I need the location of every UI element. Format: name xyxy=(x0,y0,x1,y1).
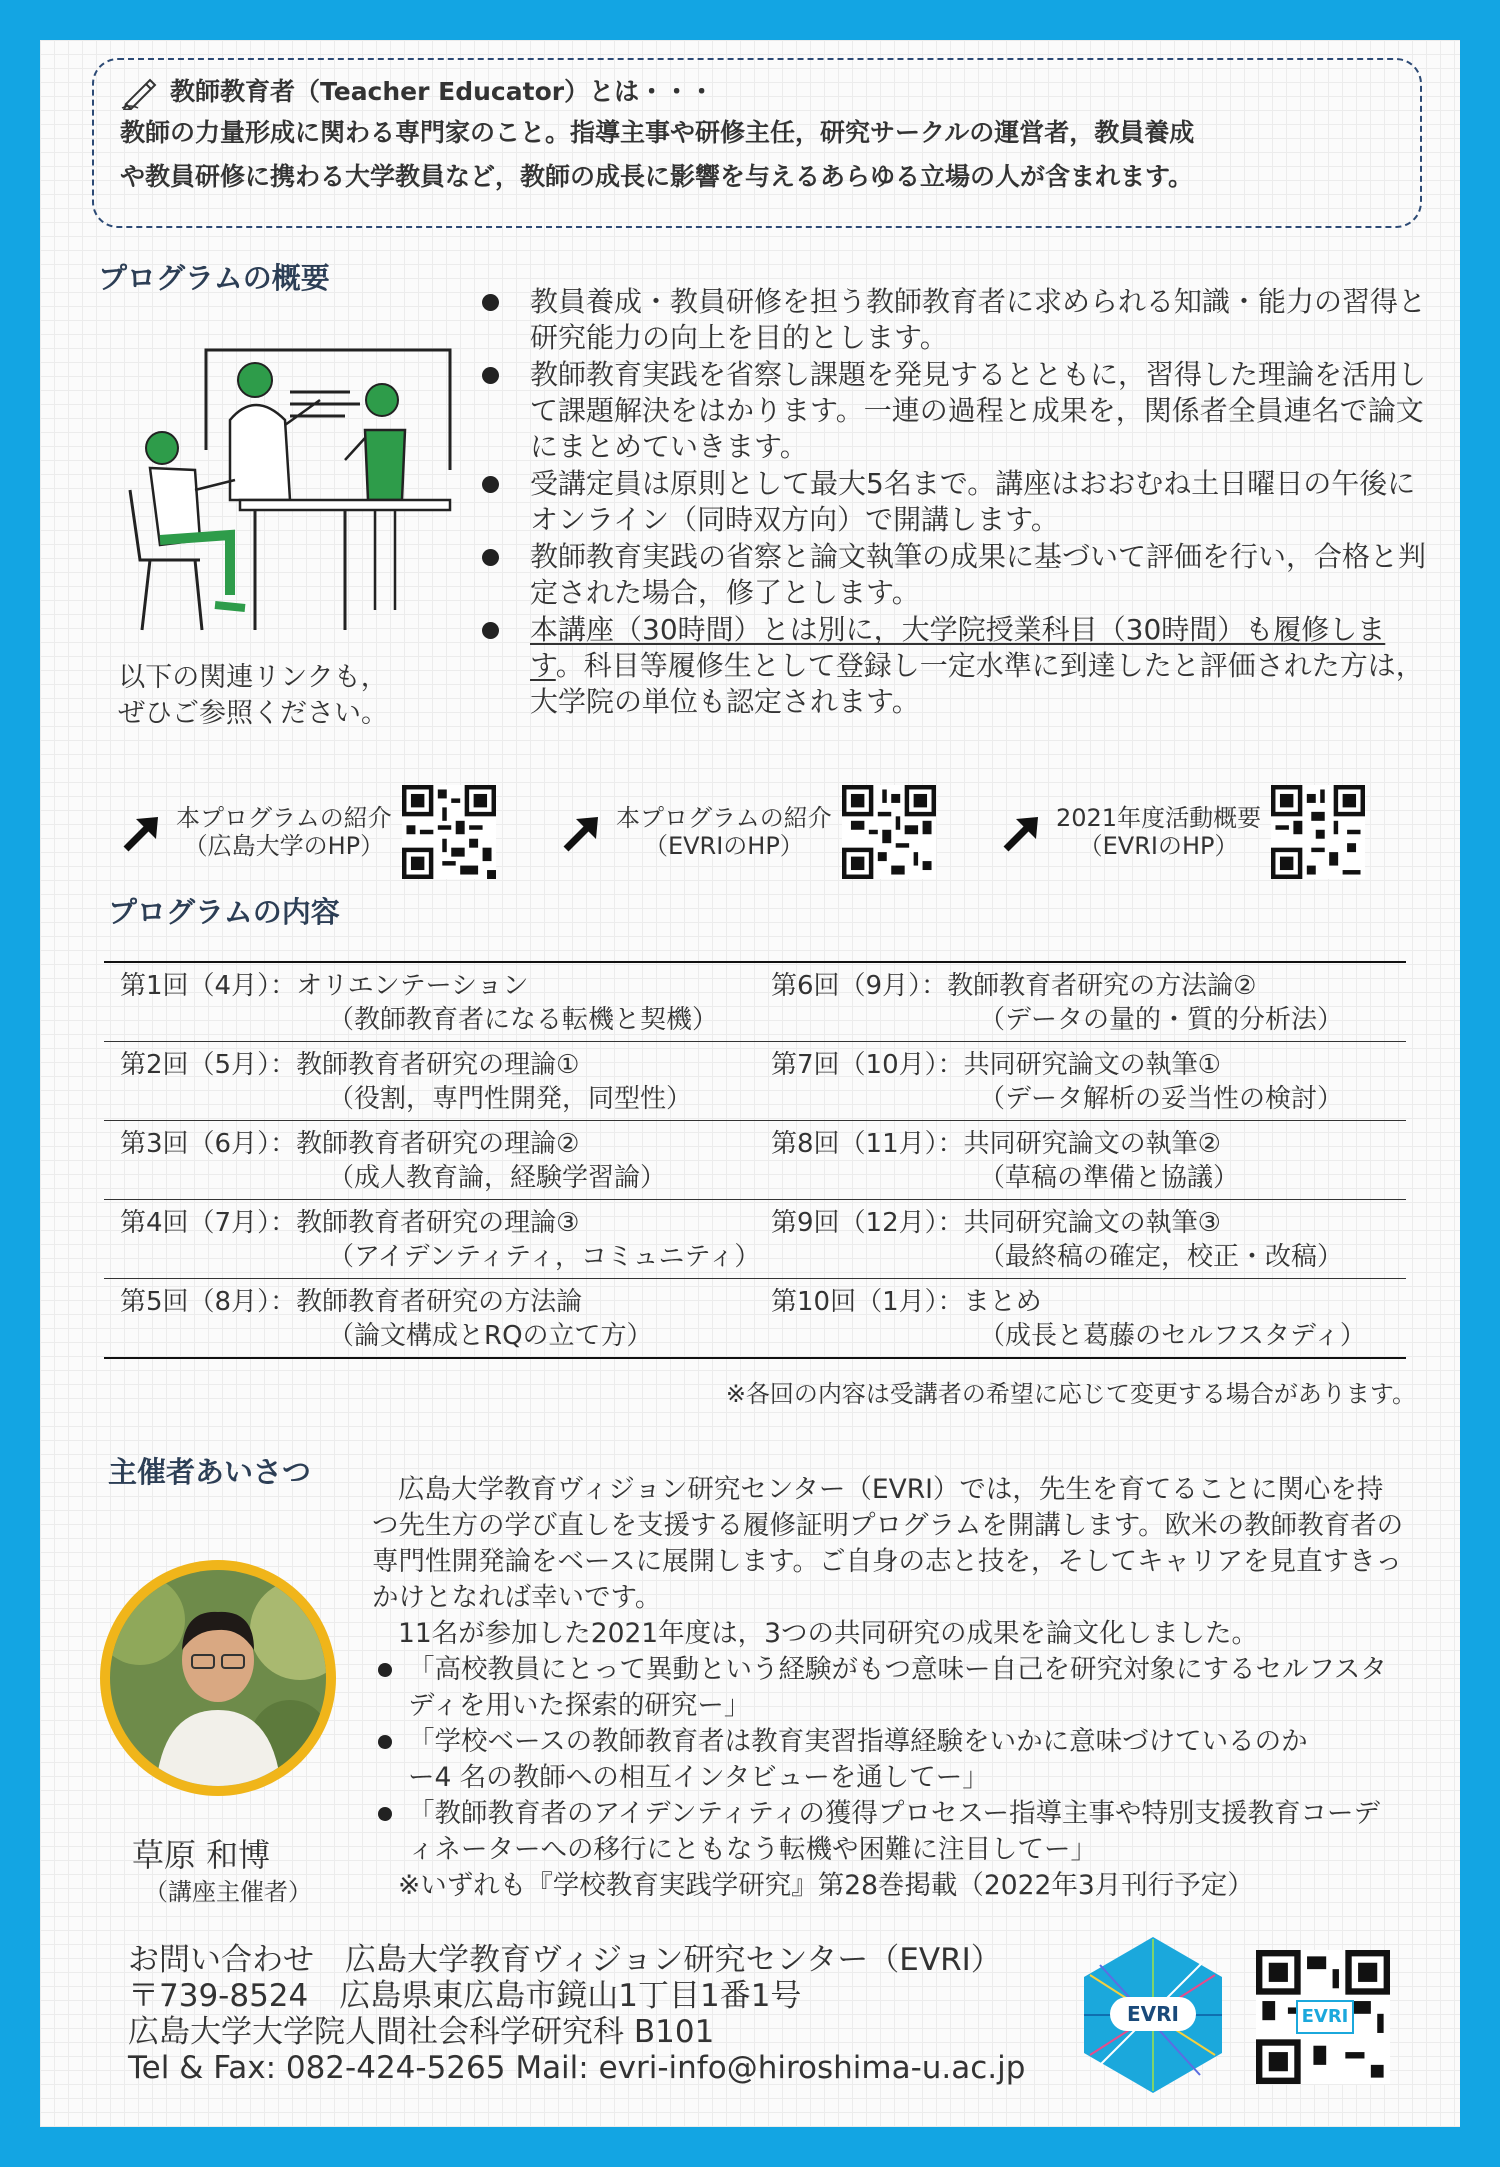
session-cell xyxy=(755,1200,1406,1279)
classroom-illustration xyxy=(120,330,480,660)
arrow-icon xyxy=(560,809,606,855)
session-subtitle: （アイデンティティ，コミュニティ） xyxy=(328,1242,761,1272)
session-subtitle: （教師教育者になる転機と契機） xyxy=(328,1005,719,1035)
link-label xyxy=(616,804,832,860)
overview-bullet: 受講定員は原則として最大5名まで。講座はおおむね土日曜日の午後にオンライン（同時双方向）で開講します。 xyxy=(472,466,1432,538)
overview-bullet-credit xyxy=(472,612,1432,720)
organizer-photo xyxy=(100,1560,336,1796)
table-row xyxy=(104,1042,1406,1121)
session-cell xyxy=(104,1200,761,1279)
link-label-line2: （広島大学のHP） xyxy=(183,832,385,860)
contact-line: お問い合わせ 広島大学教育ヴィジョン研究センター（EVRI） xyxy=(128,1942,1002,1978)
flyer-sheet xyxy=(40,40,1460,2127)
session-cell xyxy=(104,1042,755,1121)
session-subtitle: （成人教育論，経験学習論） xyxy=(328,1163,667,1193)
table-row xyxy=(104,1200,1406,1279)
qr-code-icon[interactable] xyxy=(842,785,936,879)
session-subtitle: （草稿の準備と協議） xyxy=(979,1163,1240,1193)
session-subtitle: （最終稿の確定，校正・改稿） xyxy=(979,1242,1344,1272)
paper-list xyxy=(372,1652,1406,1868)
qr-code-icon[interactable] xyxy=(402,785,496,879)
overview-bullet-underlined: 本講座（30時間）とは別に，大学院授業科目（30時間）も履修します xyxy=(530,613,1386,682)
pen-icon xyxy=(120,74,160,110)
session-subtitle: （論文構成とRQの立て方） xyxy=(328,1321,653,1351)
link-label-line2: （EVRIのHP） xyxy=(643,832,804,860)
overview-heading: プログラムの概要 xyxy=(98,261,330,295)
content-note: ※各回の内容は受講者の希望に応じて変更する場合があります。 xyxy=(725,1380,1416,1408)
session-cell xyxy=(104,1121,755,1200)
paper-item: 「学校ベースの教師教育者は教育実習指導経験をいかに意味づけているのかー4 名の教師への相互インタビューを通してー」 xyxy=(372,1724,1406,1796)
session-title: 第6回（9月）：教師教育者研究の方法論② xyxy=(771,971,1257,1001)
overview-bullet: 教師教育実践を省察し課題を発見するとともに，習得した理論を活用して課題解決をはかります。一連の過程と成果を，関係者全員連名で論文にまとめていきます。 xyxy=(472,357,1432,465)
link-label xyxy=(176,804,392,860)
greeting-paragraph-2: 11名が参加した2021年度は，3つの共同研究の成果を論文化しました。 xyxy=(398,1618,1259,1649)
arrow-icon xyxy=(1000,809,1046,855)
organizer-name: 草原 和博 xyxy=(132,1836,271,1874)
session-cell xyxy=(755,1279,1406,1359)
contact-qr[interactable] xyxy=(1256,1950,1390,2084)
link-3[interactable] xyxy=(1000,785,1365,879)
organizer-portrait-icon xyxy=(100,1560,336,1796)
session-subtitle: （役割，専門性開発，同型性） xyxy=(328,1084,693,1114)
session-subtitle: （データ解析の妥当性の検討） xyxy=(979,1084,1344,1114)
link-label-line1: 本プログラムの紹介 xyxy=(176,804,392,832)
session-title: 第3回（6月）：教師教育者研究の理論② xyxy=(120,1129,580,1159)
link-1[interactable] xyxy=(120,785,496,879)
content-heading: プログラムの内容 xyxy=(108,895,340,929)
overview-bullet-rest: 。科目等履修生として登録し一定水準に到達したと評価された方は，大学院の単位も認定されます。 xyxy=(530,649,1424,718)
session-title: 第4回（7月）：教師教育者研究の理論③ xyxy=(120,1208,580,1238)
publication-note: ※いずれも『学校教育実践学研究』第28巻掲載（2022年3月刊行予定） xyxy=(398,1870,1254,1901)
session-subtitle: （成長と葛藤のセルフスタディ） xyxy=(979,1321,1366,1351)
link-label-line1: 本プログラムの紹介 xyxy=(616,804,832,832)
qr-center-badge: EVRI xyxy=(1296,2000,1354,2034)
greeting-heading: 主催者あいさつ xyxy=(108,1455,312,1489)
contact-block xyxy=(128,1942,1025,2086)
definition-line-1: 教師の力量形成に関わる専門家のこと。指導主事や研修主任，研究サークルの運営者，教員養成 xyxy=(120,118,1195,147)
definition-box xyxy=(92,58,1422,228)
qr-code-icon[interactable] xyxy=(1271,785,1365,879)
table-row xyxy=(104,962,1406,1042)
session-title: 第2回（5月）：教師教育者研究の理論① xyxy=(120,1050,580,1080)
definition-title-row xyxy=(120,74,1394,110)
session-cell xyxy=(755,962,1406,1042)
session-cell xyxy=(755,1121,1406,1200)
arrow-icon xyxy=(120,809,166,855)
overview-bullet: 教員養成・教員研修を担う教師教育者に求められる知識・能力の習得と研究能力の向上を目的とします。 xyxy=(472,284,1432,356)
contact-address: 〒739-8524 広島県東広島市鏡山1丁目1番1号 xyxy=(128,1978,802,2014)
schedule-table xyxy=(104,961,1406,1359)
overview-bullets xyxy=(472,284,1432,721)
session-title: 第9回（12月）：共同研究論文の執筆③ xyxy=(771,1208,1221,1238)
paper-item: 「教師教育者のアイデンティティの獲得プロセスー指導主事や特別支援教育コーディネーターへの移行にともなう転機や困難に注目してー」 xyxy=(372,1796,1406,1868)
session-cell xyxy=(755,1042,1406,1121)
overview-bullet: 教師教育実践の省察と論文執筆の成果に基づいて評価を行い，合格と判定された場合，修了とします。 xyxy=(472,539,1432,611)
session-title: 第1回（4月）：オリエンテーション xyxy=(120,971,529,1001)
session-title: 第5回（8月）：教師教育者研究の方法論 xyxy=(120,1287,583,1317)
link-2[interactable] xyxy=(560,785,936,879)
table-row xyxy=(104,1279,1406,1359)
session-subtitle: （データの量的・質的分析法） xyxy=(979,1005,1344,1035)
related-links-note: 以下の関連リンクも，ぜひご参照ください。 xyxy=(118,662,388,729)
greeting-paragraph-1: 広島大学教育ヴィジョン研究センター（EVRI）では，先生を育てることに関心を持つ先生方の学び直しを支援する履修証明プログラムを開講します。欧米の教師教育者の専門性開発論をベースに展開します。ご自身の志と技を，そしてキャリアを見直すきっかけとなれば幸いです。 xyxy=(372,1474,1404,1613)
contact-office: 広島大学大学院人間社会科学研究科 B101 xyxy=(128,2014,715,2050)
link-label-line2: （EVRIのHP） xyxy=(1078,832,1239,860)
session-cell xyxy=(104,1279,755,1359)
session-title: 第8回（11月）：共同研究論文の執筆② xyxy=(771,1129,1221,1159)
definition-line-2: や教員研修に携わる大学教員など，教師の成長に影響を与えるあらゆる立場の人が含まれます。 xyxy=(120,162,1194,191)
organizer-role: （講座主催者） xyxy=(144,1878,312,1906)
session-title: 第10回（1月）：まとめ xyxy=(771,1287,1042,1317)
session-cell xyxy=(104,962,755,1042)
contact-tel-mail[interactable]: Tel & Fax: 082-424-5265 Mail: evri-info@hiroshima-u.ac.jp xyxy=(128,2050,1026,2086)
greeting-body xyxy=(372,1472,1406,1904)
link-label-line1: 2021年度活動概要 xyxy=(1056,804,1262,832)
logo-text: EVRI xyxy=(1127,2002,1179,2026)
definition-title: 教師教育者（Teacher Educator）とは・・・ xyxy=(170,77,715,106)
session-title: 第7回（10月）：共同研究論文の執筆① xyxy=(771,1050,1221,1080)
evri-logo xyxy=(1080,1935,1226,2095)
link-label xyxy=(1056,804,1261,860)
table-row xyxy=(104,1121,1406,1200)
paper-item: 「高校教員にとって異動という経験がもつ意味ー自己を研究対象にするセルフスタディを用いた探索的研究ー」 xyxy=(372,1652,1406,1724)
